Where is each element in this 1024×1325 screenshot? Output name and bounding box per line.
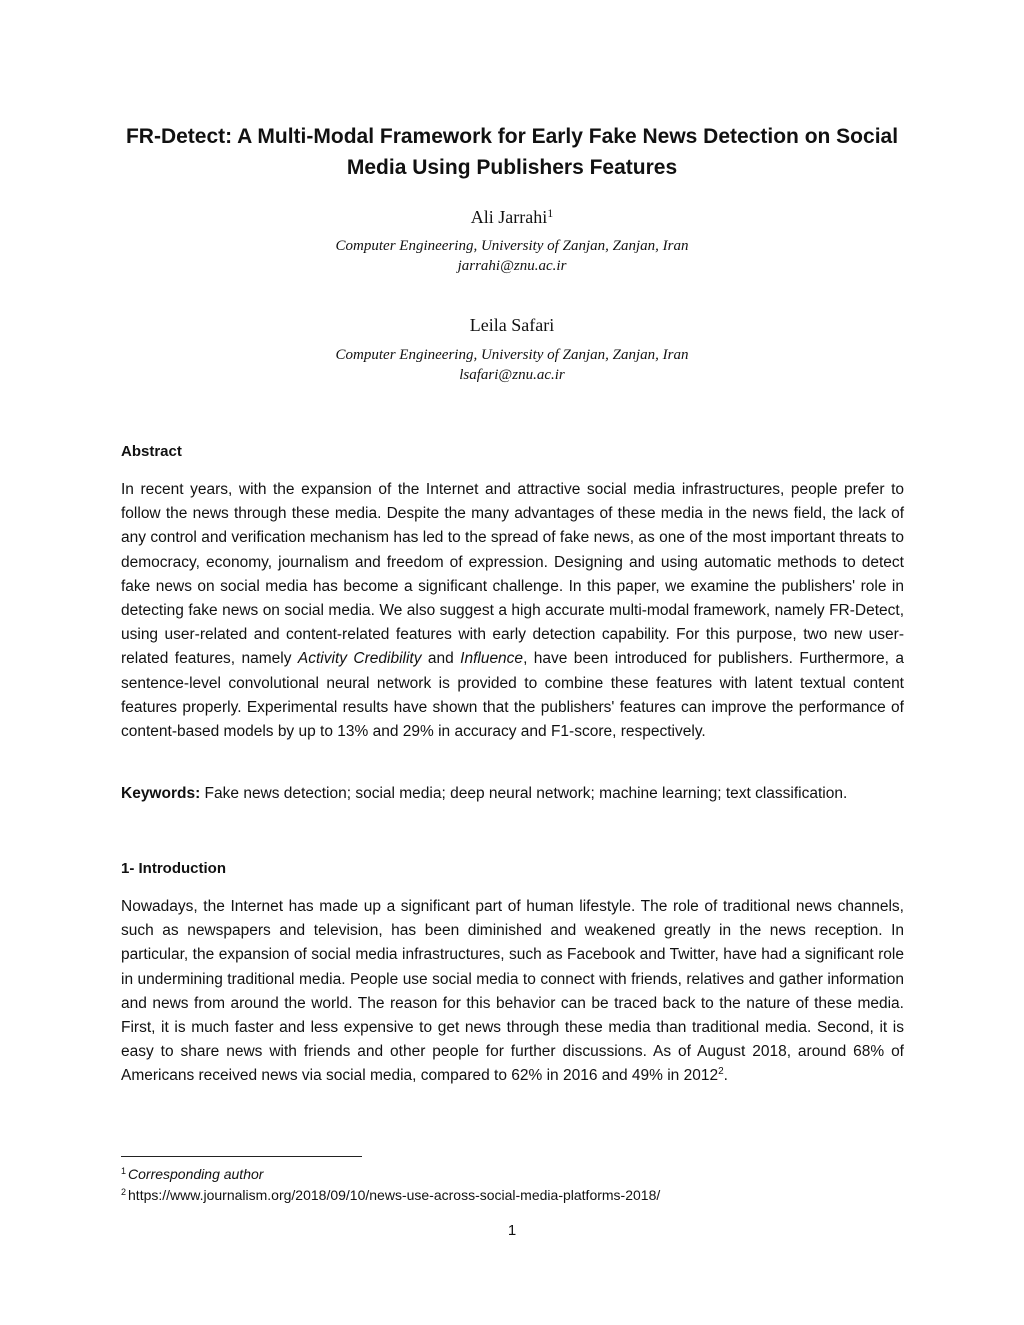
abstract-text-part: , have been introduced for publishers. Furthermore, a sentence-level convolutional neural network is provided to combine these features with latent textual content features properly. Experimental results have shown that the publishers' features can improve the performance of content-based models by up to 13% and 29% in accuracy and F1-score, respectively.: [121, 650, 904, 741]
introduction-heading: 1- Introduction: [121, 860, 226, 877]
keywords-text: Fake news detection; social media; deep neural network; machine learning; text classification.: [200, 785, 848, 802]
introduction-body: [121, 895, 904, 1089]
page-number: 1: [507, 1222, 517, 1239]
footnote-1: [121, 1165, 263, 1183]
introduction-text: Nowadays, the Internet has made up a significant part of human lifestyle. The role of traditional news channels, such as newspapers and television, has been diminished and weakened greatly in the news reception. In particular, the expansion of social media infrastructures, such as Facebook and Twitter, have had a significant role in undermining traditional media. People use social media to connect with friends, relatives and gather information and news from around the world. The reason for this behavior can be traced back to the nature of these media. First, it is much faster and less expensive to get news through these media than traditional media. Second, it is easy to share news with friends and other people for further discussions. As of August 2018, around 68% of Americans received news via social media, compared to 62% in 2016 and 49% in 2012: [121, 898, 904, 1085]
abstract-body: [121, 478, 904, 744]
footnote-1-text: Corresponding author: [128, 1166, 264, 1182]
abstract-term-activity-credibility: Activity Credibility: [297, 650, 422, 668]
author-affiliation: Computer Engineering, University of Zanjan, Zanjan, Iran: [335, 238, 689, 254]
corresponding-author-marker: 1: [547, 206, 554, 220]
introduction-end: .: [723, 1067, 728, 1085]
keywords-label: Keywords:: [121, 785, 201, 802]
abstract-text-part: In recent years, with the expansion of the Internet and attractive social media infrastructures, people prefer to follow the news through these media. Despite the many advantages of these media in the news field, the lack of any control and verification mechanism has led to the spread of fake news, as one of the most important threats to democracy, economy, journalism and freedom of expression. Designing and using automatic methods to detect fake news on social media has become a significant challenge. In this paper, we examine the publishers' role in detecting fake news on social media. We also suggest a high accurate multi-modal framework, namely FR-Detect, using user-related and content-related features with early detection capability. For this purpose, two new user-related features, namely: [121, 481, 904, 668]
author-2-email: lsafari@znu.ac.ir: [459, 367, 565, 383]
abstract-heading: Abstract: [121, 443, 182, 460]
abstract-text-part: and: [421, 650, 461, 668]
paper-title: FR-Detect: A Multi-Modal Framework for Early Fake News Detection on Social Media Using Publishers Features: [125, 125, 899, 179]
author-2-name: Leila Safari: [469, 315, 555, 335]
footnote-2: [121, 1186, 660, 1204]
keywords-line: [121, 783, 911, 805]
author-name: [112, 202, 912, 228]
author-1-name: Ali Jarrahi: [470, 207, 548, 227]
abstract-term-influence: Influence: [460, 650, 524, 668]
author-email: jarrahi@znu.ac.ir: [457, 258, 567, 274]
author-2-affiliation: Computer Engineering, University of Zanjan, Zanjan, Iran: [335, 347, 689, 363]
footnote-2-marker: 2: [121, 1187, 127, 1197]
footnote-divider: [121, 1156, 362, 1157]
footnote-2-link[interactable]: https://www.journalism.org/2018/09/10/news-use-across-social-media-platforms-2018/: [128, 1187, 661, 1203]
footnote-1-marker: 1: [121, 1166, 127, 1176]
footnote-ref-2: 2: [718, 1066, 724, 1078]
